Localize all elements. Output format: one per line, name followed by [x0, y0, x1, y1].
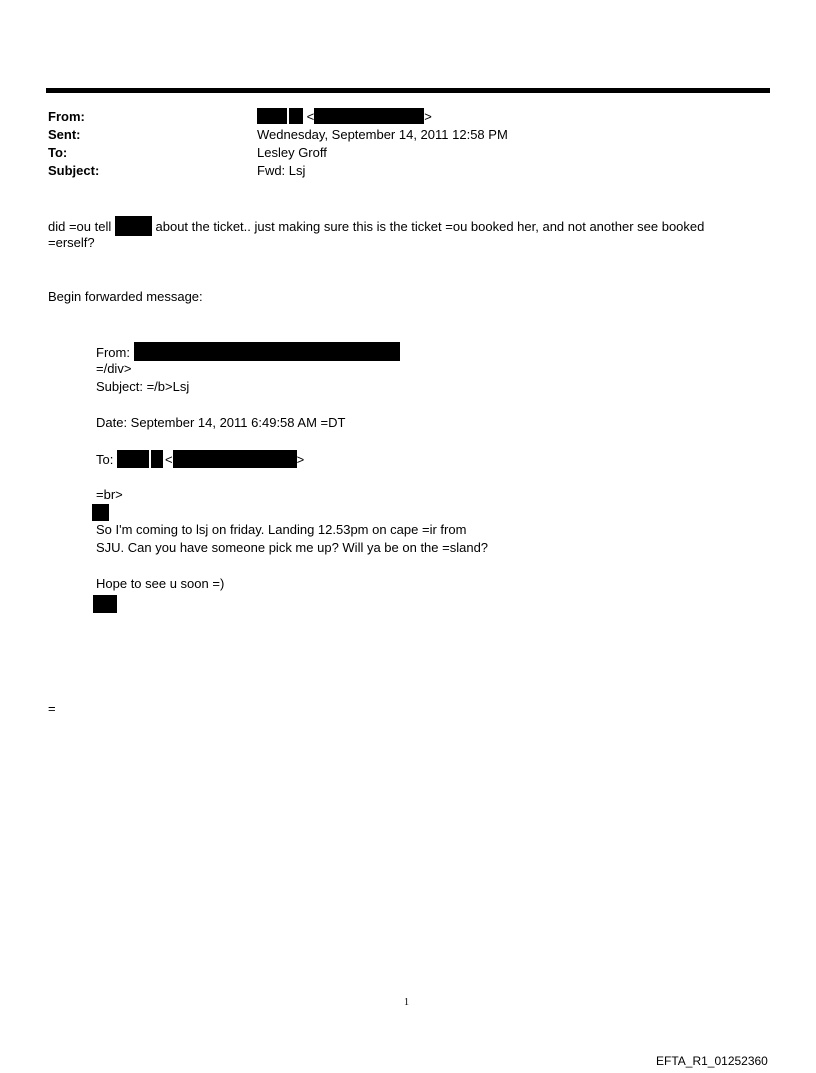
redaction-block [151, 450, 163, 468]
fwd-message-line-3: Hope to see u soon =) [96, 576, 225, 591]
fwd-div-close: =/div> [96, 361, 132, 376]
trailing-equals: = [48, 701, 56, 716]
subject-value: Fwd: Lsj [257, 163, 306, 178]
fwd-to-line [96, 450, 304, 469]
to-label: To: [48, 145, 68, 160]
redaction-block [93, 595, 117, 613]
redaction-block [115, 216, 152, 236]
redaction-block [289, 108, 303, 124]
fwd-br-tag: =br> [96, 487, 123, 502]
redaction-block [117, 450, 149, 468]
from-label: From: [48, 109, 85, 124]
fwd-to-gt: > [296, 452, 305, 467]
fwd-from-label: From: [96, 345, 130, 360]
subject-label: Subject: [48, 163, 100, 178]
fwd-from-line [96, 342, 400, 362]
sent-label: Sent: [48, 127, 81, 142]
fwd-date-line: Date: September 14, 2011 6:49:58 AM =DT [96, 415, 346, 430]
fwd-to-label: To: [96, 452, 114, 467]
to-value: Lesley Groff [257, 145, 327, 160]
redaction-block [134, 342, 400, 361]
from-lt: < [306, 109, 315, 124]
forward-intro: Begin forwarded message: [48, 289, 203, 304]
from-gt: > [424, 109, 432, 124]
sent-value: Wednesday, September 14, 2011 12:58 PM [257, 127, 508, 142]
body-line-1-start: did =ou tell [48, 219, 112, 234]
redaction-block [314, 108, 424, 124]
fwd-message-line-1: So I'm coming to lsj on friday. Landing 12.53pm on cape =ir from [96, 522, 467, 537]
redaction-block [173, 450, 297, 468]
document-id: EFTA_R1_01252360 [656, 1054, 768, 1068]
fwd-to-lt: < [164, 452, 173, 467]
redaction-block [92, 504, 109, 521]
fwd-message-line-2: SJU. Can you have someone pick me up? Will ya be on the =sland? [96, 540, 489, 555]
page-number: 1 [404, 997, 409, 1008]
header-rule [46, 88, 770, 93]
from-value [257, 108, 432, 126]
fwd-subject-line: Subject: =/b>Lsj [96, 379, 190, 394]
body-line-1 [48, 216, 704, 236]
redaction-block [257, 108, 287, 124]
body-line-2: =erself? [48, 235, 95, 250]
body-line-1-end: about the ticket.. just making sure this is the ticket =ou booked her, and not another see booked [155, 219, 705, 234]
